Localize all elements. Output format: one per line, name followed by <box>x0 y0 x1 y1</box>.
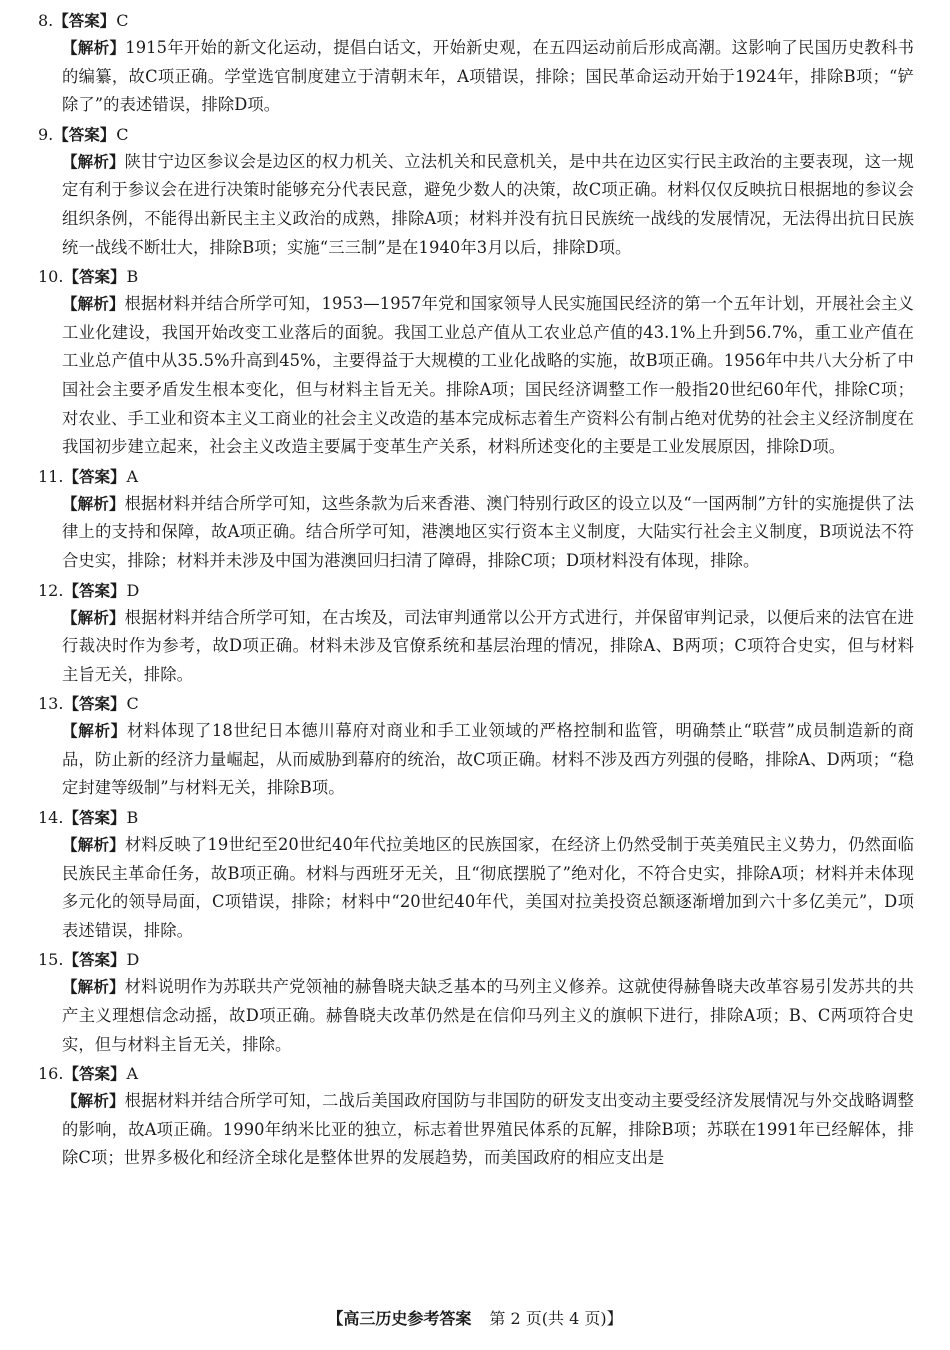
question-number: 16. <box>38 1064 64 1084</box>
question-answer-line <box>38 264 914 290</box>
answer-list <box>38 8 914 1175</box>
answer-label: 【答案】 <box>53 12 116 30</box>
answer-label: 【答案】 <box>63 467 126 486</box>
page-footer <box>0 1306 950 1329</box>
question-number: 10. <box>38 267 64 287</box>
answer-choice: B <box>126 267 139 287</box>
question-number: 11. <box>38 466 64 486</box>
question-number: 15. <box>38 950 64 970</box>
answer-choice: D <box>126 580 140 600</box>
analysis-paragraph <box>62 604 914 690</box>
analysis-paragraph <box>62 1087 914 1173</box>
answer-choice: C <box>116 11 129 30</box>
analysis-text: 材料说明作为苏联共产党领袖的赫鲁晓夫缺乏基本的马列主义修养。这就使得赫鲁晓夫改革容易引发苏共的共产主义理想信念动摇，故D项正确。赫鲁晓夫改革仍然是在信仰马列主义的旗帜下进行，排除A项；B、C两项符合史实，但与材料主旨无关，排除。 <box>62 977 915 1054</box>
analysis-text: 根据材料并结合所学可知，1953—1957年党和国家领导人民实施国民经济的第一个五年计划，开展社会主义工业化建设，我国开始改变工业落后的面貌。我国工业总产值从工农业总产值的43.1%上升到56.7%，重工业产值在工业总产值中从35.5%升高到45%，主要得益于大规模的工业化战略的实施，故B项正确。1956年中共八大分析了中国社会主要矛盾发生根本变化，但与材料主旨无关。排除A项；国民经济调整工作一般指20世纪60年代，排除C项；对农业、手工业和资本主义工商业的社会主义改造的基本完成标志着生产资料公有制占绝对优势的社会主义经济制度在我国初步建立起来，社会主义改造主要属于变革生产关系，材料所述变化的主要是工业发展原因，排除D项。 <box>62 294 914 457</box>
analysis-text: 材料反映了19世纪至20世纪40年代拉美地区的民族国家，在经济上仍然受制于英美殖民主义势力，仍然面临民族民主革命任务，故B项正确。材料与西班牙无关，且“彻底摆脱了”绝对化，不符合史实，排除A项；材料并未体现多元化的领导局面，C项错误，排除；材料中“20世纪40年代，美国对拉美投资总额逐渐增加到六十多亿美元”，D项表述错误，排除。 <box>62 835 914 940</box>
analysis-paragraph <box>62 290 914 462</box>
answer-label: 【答案】 <box>63 951 126 970</box>
analysis-text: 根据材料并结合所学可知，这些条款为后来香港、澳门特别行政区的设立以及“一国两制”方针的实施提供了法律上的支持和保障，故A项正确。结合所学可知，港澳地区实行资本主义制度，大陆实行社会主义制度，B项说法不符合史实，排除；材料并未涉及中国为港澳回归扫清了障碍，排除C项；D项材料没有体现，排除。 <box>62 493 914 570</box>
answer-choice: C <box>116 124 129 144</box>
answer-choice: B <box>126 808 139 828</box>
analysis-text: 陕甘宁边区参议会是边区的权力机关、立法机关和民意机关，是中共在边区实行民主政治的主要表现，这一规定有利于参议会在进行决策时能够充分代表民意，避免少数人的决策，故C项正确。材料仅仅反映抗日根据地的参议会组织条例，不能得出新民主主义政治的成熟，排除A项；材料并没有抗日民族统一战线的发展情况，无法得出抗日民族统一战线不断壮大，排除B项；实施“三三制”是在1940年3月以后，排除D项。 <box>62 151 915 257</box>
question-number: 13. <box>38 694 64 714</box>
analysis-text: 根据材料并结合所学可知，二战后美国政府国防与非国防的研发支出变动主要受经济发展情况与外交战略调整的影响，故A项正确。1990年纳米比亚的独立，标志着世界殖民体系的瓦解，排除B项；苏联在1991年已经解体，排除C项；世界多极化和经济全球化是整体世界的发展趋势，而美国政府的相应支出是 <box>62 1091 915 1168</box>
analysis-paragraph <box>62 148 914 262</box>
answer-label: 【答案】 <box>63 581 126 600</box>
question-answer-line <box>38 8 914 34</box>
analysis-paragraph <box>62 490 914 576</box>
answer-label: 【答案】 <box>53 125 116 144</box>
analysis-label: 【解析】 <box>62 722 127 741</box>
answer-choice: C <box>126 694 139 714</box>
footer-title: 【高三历史参考答案 <box>327 1309 472 1328</box>
analysis-label: 【解析】 <box>62 608 125 627</box>
question-answer-line <box>38 578 914 604</box>
question-answer-line <box>38 691 914 717</box>
footer-page-number: 第 2 页(共 4 页)】 <box>489 1309 623 1328</box>
question-answer-line <box>38 1061 914 1087</box>
question-answer-line <box>38 122 914 148</box>
analysis-label: 【解析】 <box>62 39 126 57</box>
analysis-label: 【解析】 <box>62 836 125 855</box>
analysis-paragraph <box>62 34 914 120</box>
answer-label: 【答案】 <box>63 1065 126 1084</box>
question-number: 9. <box>38 124 54 144</box>
analysis-paragraph <box>62 717 914 803</box>
analysis-label: 【解析】 <box>62 295 125 314</box>
analysis-paragraph <box>62 973 914 1059</box>
analysis-label: 【解析】 <box>62 152 125 171</box>
analysis-label: 【解析】 <box>62 494 125 513</box>
question-number: 12. <box>38 580 64 600</box>
question-answer-line <box>38 805 914 831</box>
answer-choice: D <box>126 950 140 970</box>
answer-label: 【答案】 <box>63 695 126 714</box>
analysis-text: 根据材料并结合所学可知，在古埃及，司法审判通常以公开方式进行，并保留审判记录，以便后来的法官在进行裁决时作为参考，故D项正确。材料未涉及官僚系统和基层治理的情况，排除A、B两项；C项符合史实，但与材料主旨无关，排除。 <box>62 607 915 684</box>
analysis-text: 1915年开始的新文化运动，提倡白话文，开始新史观，在五四运动前后形成高潮。这影响了民国历史教科书的编纂，故C项正确。学堂选官制度建立于清朝末年，A项错误，排除；国民革命运动开始于1924年，排除B项；“铲除了”的表述错误，排除D项。 <box>62 38 914 115</box>
analysis-text: 材料体现了18世纪日本德川幕府对商业和手工业领域的严格控制和监管，明确禁止“联营”成员制造新的商品，防止新的经济力量崛起，从而威胁到幕府的统治，故C项正确。材料不涉及西方列强的侵略，排除A、D两项；“稳定封建等级制”与材料无关，排除B项。 <box>62 721 914 798</box>
answer-choice: A <box>126 466 139 486</box>
answer-choice: A <box>126 1064 139 1084</box>
analysis-paragraph <box>62 831 914 945</box>
answer-label: 【答案】 <box>63 268 126 287</box>
question-number: 8. <box>38 11 54 30</box>
analysis-label: 【解析】 <box>62 1092 125 1111</box>
question-number: 14. <box>38 808 64 828</box>
question-answer-line <box>38 947 914 973</box>
analysis-label: 【解析】 <box>62 978 125 997</box>
question-answer-line <box>38 464 914 490</box>
answer-label: 【答案】 <box>63 809 126 828</box>
